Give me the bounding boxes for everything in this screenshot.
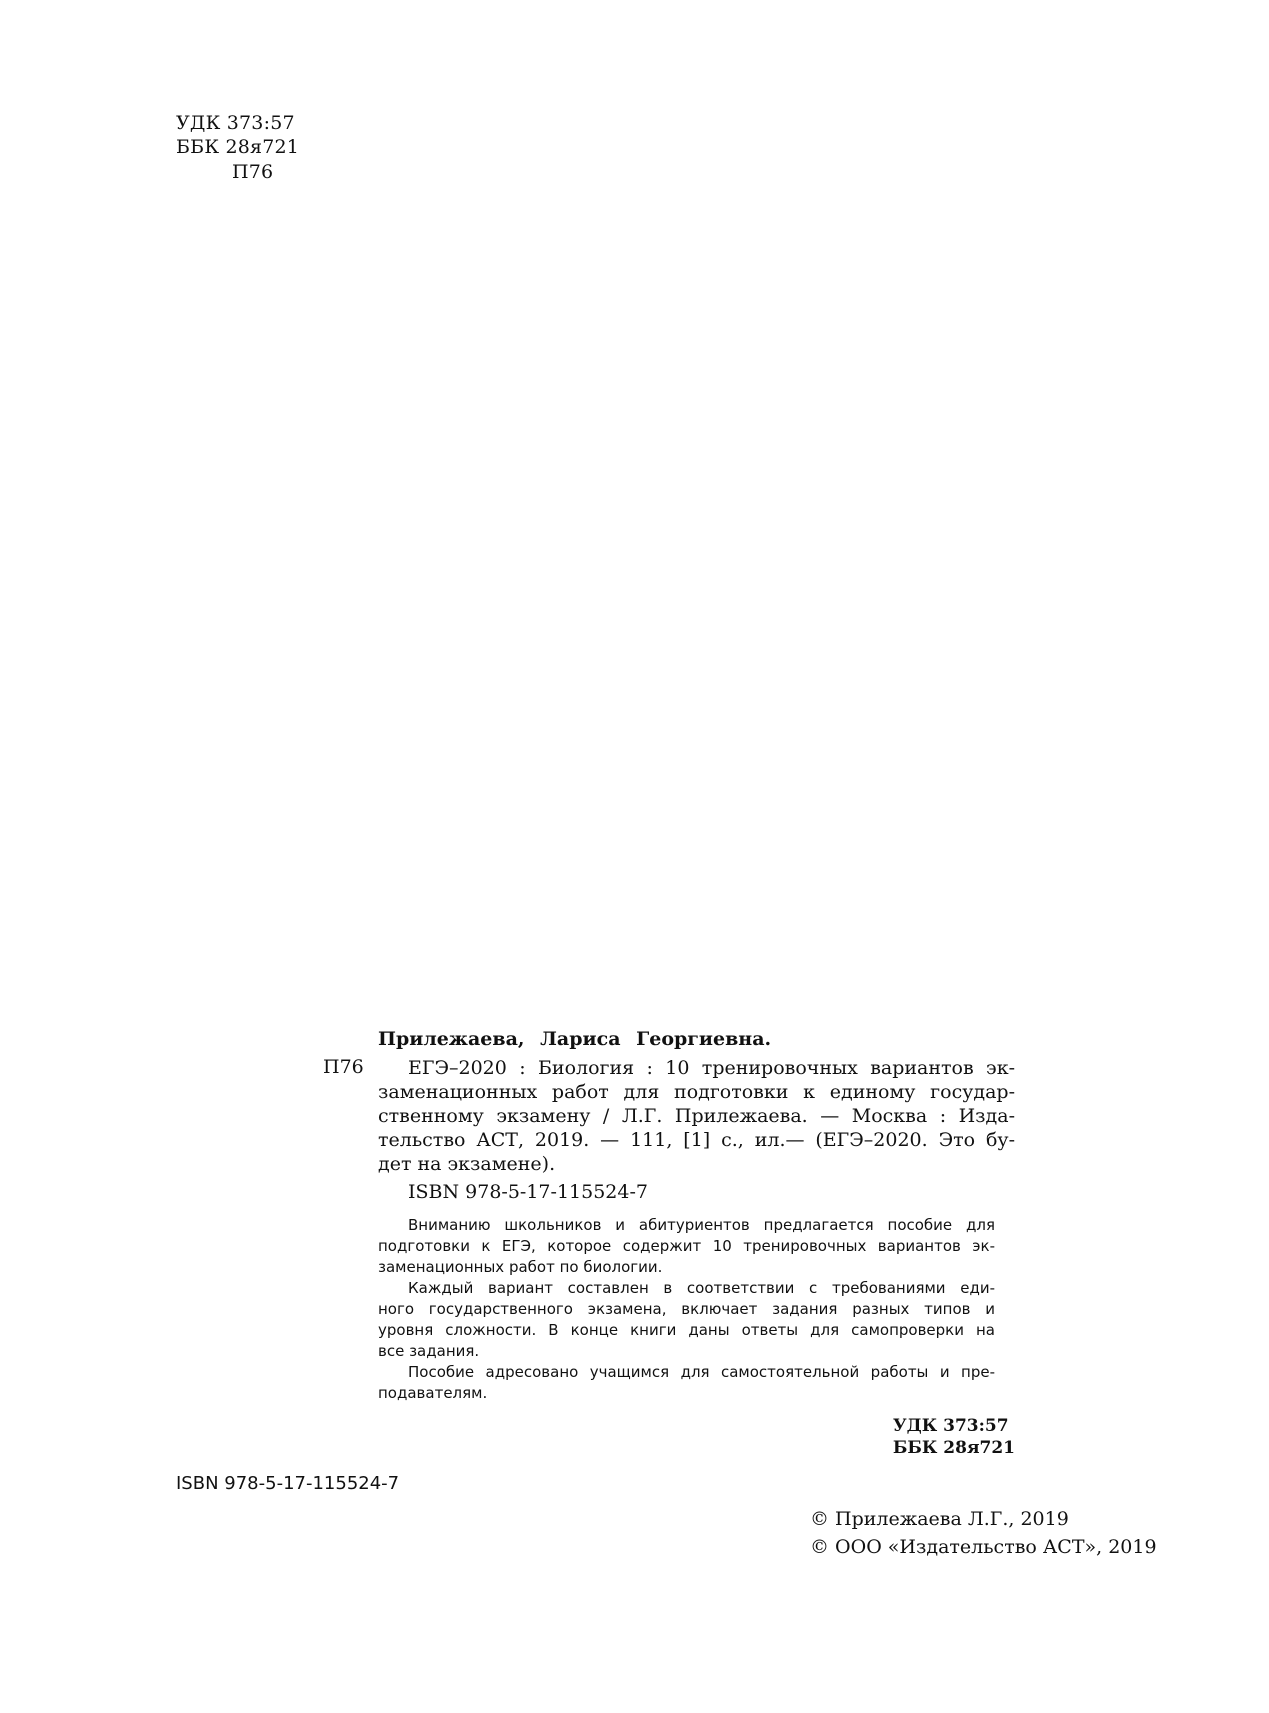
description-line: ственному экзамену / Л.Г. Прилежаева. — Москва : Изда- [378, 1105, 1015, 1127]
abstract-line: уровня сложности. В конце книги даны ответы для самопроверки на [378, 1321, 995, 1339]
abstract-line: Пособие адресовано учащимся для самостоятельной работы и пре- [408, 1363, 995, 1381]
abstract-line: заменационных работ по биологии. [378, 1258, 663, 1276]
card-author: Прилежаева, Лариса Георгиевна. [378, 1028, 772, 1050]
card-classification [893, 1415, 1015, 1459]
description-line: ЕГЭ–2020 : Биология : 10 тренировочных вариантов эк- [408, 1057, 1015, 1079]
bbk-code-top: ББК 28я721 [176, 136, 300, 158]
udk-code-top: УДК 373:57 [176, 112, 295, 134]
card-author-mark: П76 [323, 1056, 364, 1078]
card-bbk: ББК 28я721 [892, 1438, 1015, 1458]
author-mark-top: П76 [232, 161, 274, 183]
abstract-line: Каждый вариант составлен в соответствии с требованиями еди- [408, 1279, 995, 1297]
abstract-line: все задания. [378, 1342, 480, 1360]
abstract-line: подавателям. [378, 1384, 488, 1402]
card-udk: УДК 373:57 [892, 1416, 1009, 1436]
card-isbn: ISBN 978-5-17-115524-7 [408, 1181, 648, 1203]
isbn-bottom: ISBN 978-5-17-115524-7 [176, 1473, 400, 1494]
description-line: дет на экзамене). [378, 1153, 556, 1175]
description-line: тельство АСТ, 2019. — 111, [1] с., ил.— (ЕГЭ–2020. Это бу- [378, 1129, 1015, 1151]
abstract-line: подготовки к ЕГЭ, которое содержит 10 тренировочных вариантов эк- [378, 1237, 995, 1255]
copyright-author: © Прилежаева Л.Г., 2019 [810, 1508, 1069, 1530]
abstract-line: ного государственного экзамена, включает задания разных типов и [378, 1300, 995, 1318]
description-line: заменационных работ для подготовки к единому государ- [378, 1081, 1015, 1103]
abstract-line: Вниманию школьников и абитуриентов предлагается пособие для [408, 1216, 995, 1234]
copyright-publisher: © ООО «Издательство АСТ», 2019 [810, 1536, 1157, 1558]
